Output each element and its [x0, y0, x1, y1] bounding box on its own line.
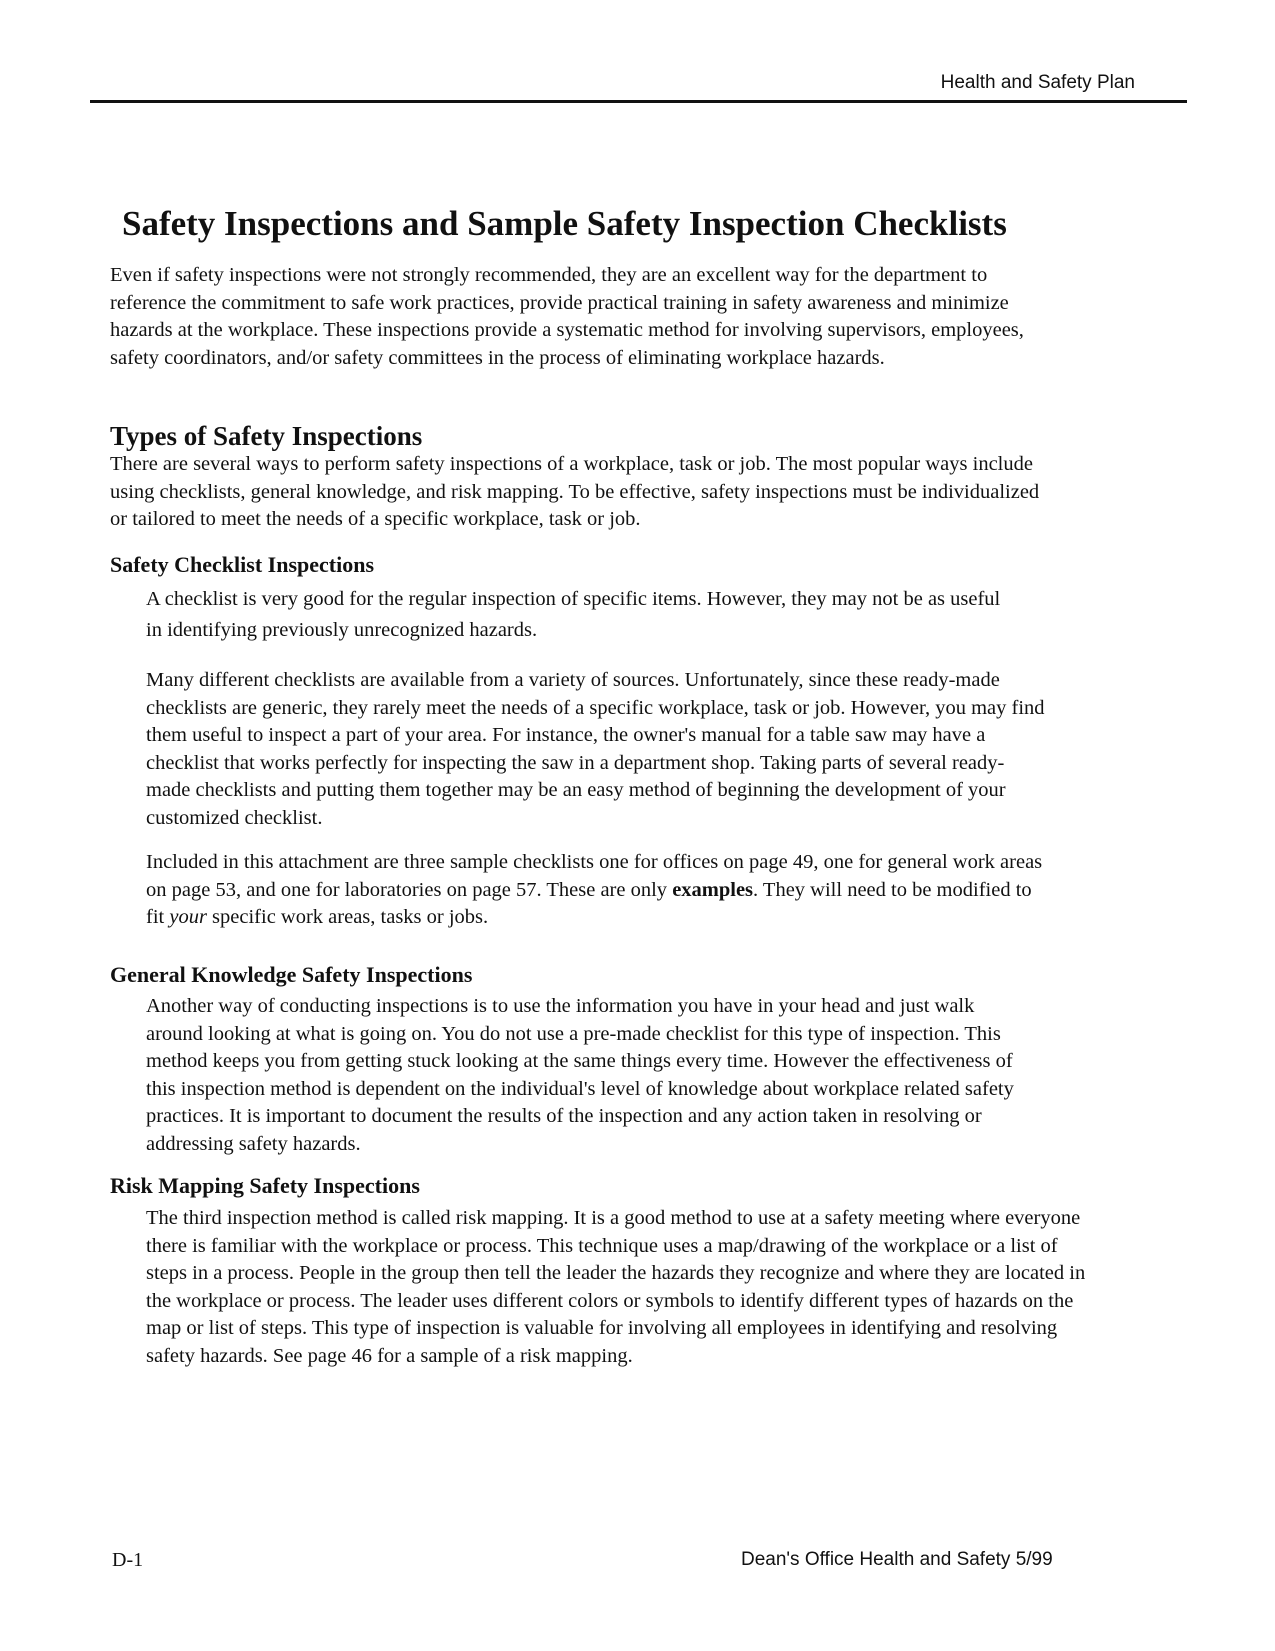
footer-source: Dean's Office Health and Safety 5/99: [741, 1549, 1053, 1570]
page-title: Safety Inspections and Sample Safety Inspection Checklists: [122, 204, 1007, 243]
general-knowledge-paragraph: Another way of conducting inspections is to use the information you have in your head and just walk around looking at what is going on. You do not use a pre-made checklist for this type of inspection. This method keeps you from getting stuck looking at the same things every time. However the effectiveness of this inspection method is dependent on the individual's level of knowledge about workplace related safety practices. It is important to document the results of the inspection and any action taken in resolving or addressing safety hazards.: [146, 995, 1014, 1155]
checklist-paragraph-2: Many different checklists are available from a variety of sources. Unfortunately, since these ready-made checklists are generic, they rarely meet the needs of a specific workplace, task or job. However, you may find them useful to inspect a part of your area. For instance, the owner's manual for a table saw may have a checklist that works perfectly for inspecting the saw in a department shop. Taking parts of several ready-made checklists and putting them together may be an easy method of beginning the development of your customized checklist.: [146, 669, 1045, 829]
header-rule: [90, 100, 1187, 103]
examples-emphasis: examples: [672, 878, 754, 901]
checklist-paragraph-3: [146, 849, 1046, 932]
risk-mapping-heading: Risk Mapping Safety Inspections: [110, 1173, 420, 1198]
types-paragraph: There are several ways to perform safety inspections of a workplace, task or job. The most popular ways include using checklists, general knowledge, and risk mapping. To be effective, safety inspections must be individualized or tailored to meet the needs of a specific workplace, task or job.: [110, 453, 1040, 531]
running-header: Health and Safety Plan: [940, 72, 1135, 93]
your-emphasis: your: [169, 906, 207, 929]
page-number: D-1: [112, 1549, 144, 1571]
checklist-heading: Safety Checklist Inspections: [110, 552, 375, 577]
checklist-paragraph-1: A checklist is very good for the regular inspection of specific items. However, they may not be as useful in identifying previously unrecognized hazards.: [146, 588, 1001, 641]
risk-mapping-paragraph: The third inspection method is called risk mapping. It is a good method to use at a safety meeting where everyone there is familiar with the workplace or process. This technique uses a map/drawing of the workplace or a list of steps in a process. People in the group then tell the leader the hazards they recognize and where they are located in the workplace or process. The leader uses different colors or symbols to identify different types of hazards on the map or list of steps. This type of inspection is valuable for involving all employees in identifying and resolving safety hazards. See page 46 for a sample of a risk mapping.: [146, 1207, 1086, 1367]
checklist-text-c: specific work areas, tasks or jobs.: [206, 906, 489, 929]
intro-paragraph: Even if safety inspections were not strongly recommended, they are an excellent way for the department to reference the commitment to safe work practices, provide practical training in safety awareness and minimize hazards at the workplace. These inspections provide a systematic method for involving supervisors, employees, safety coordinators, and/or safety committees in the process of eliminating workplace hazards.: [110, 264, 1024, 369]
general-knowledge-heading: General Knowledge Safety Inspections: [110, 962, 473, 987]
checklist-text-b: . They will need to be modified to fit: [146, 878, 1032, 929]
checklist-text-a: Included in this attachment are three sample checklists one for offices on page 49, one for general work areas on page 53, and one for laboratories on page 57. These are only: [146, 851, 1043, 901]
types-heading: Types of Safety Inspections: [110, 421, 423, 451]
